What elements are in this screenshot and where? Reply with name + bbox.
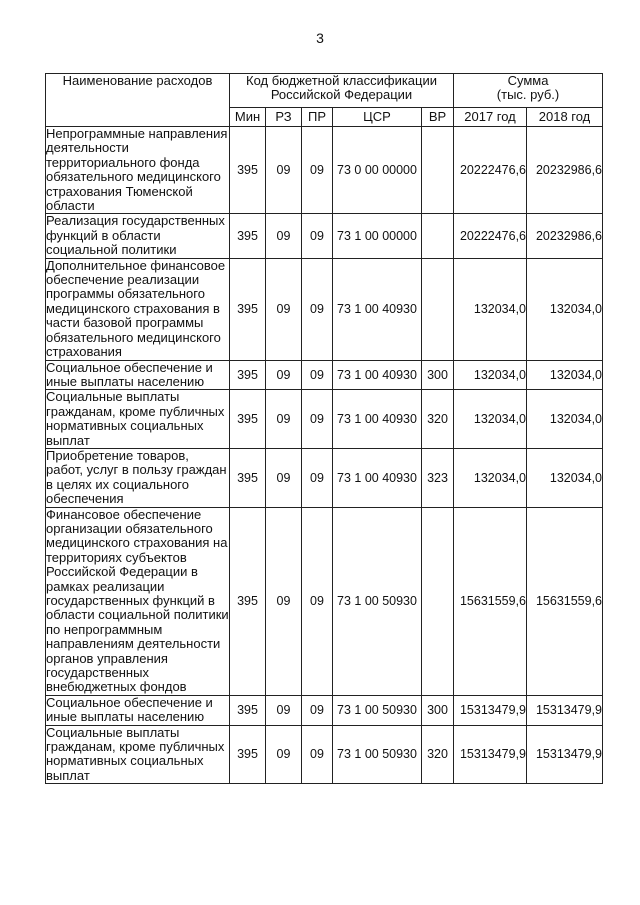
header-vr: ВР	[422, 108, 454, 127]
row-min: 395	[230, 214, 266, 258]
table-row	[46, 390, 603, 449]
header-2017: 2017 год	[454, 108, 527, 127]
row-rz: 09	[266, 695, 302, 725]
row-csr: 73 1 00 40930	[333, 258, 422, 360]
row-vr	[422, 214, 454, 258]
row-rz: 09	[266, 127, 302, 214]
header-row-group	[46, 74, 603, 108]
table-row	[46, 725, 603, 784]
row-name: Реализация государственных функций в области социальной политики	[46, 214, 230, 258]
row-csr: 73 1 00 40930	[333, 360, 422, 390]
table-row	[46, 695, 603, 725]
row-min: 395	[230, 258, 266, 360]
row-csr: 73 1 00 00000	[333, 214, 422, 258]
header-rz: РЗ	[266, 108, 302, 127]
row-min: 395	[230, 725, 266, 784]
row-sum-2017: 20222476,6	[454, 214, 527, 258]
page-number: 3	[316, 30, 324, 46]
row-vr: 300	[422, 360, 454, 390]
row-pr: 09	[302, 360, 333, 390]
row-vr: 320	[422, 725, 454, 784]
row-sum-2018: 15313479,9	[527, 695, 603, 725]
row-sum-2018: 132034,0	[527, 448, 603, 507]
row-sum-2017: 15631559,6	[454, 507, 527, 695]
row-vr: 300	[422, 695, 454, 725]
header-code-group: Код бюджетной классификации Российской Федерации	[230, 74, 454, 108]
header-min: Мин	[230, 108, 266, 127]
row-name: Непрограммные направления деятельности территориального фонда обязательного медицинского страхования Тюменской области	[46, 127, 230, 214]
row-sum-2017: 20222476,6	[454, 127, 527, 214]
row-sum-2018: 20232986,6	[527, 127, 603, 214]
header-sum-label: Сумма	[507, 73, 549, 88]
header-sum-group	[454, 74, 603, 108]
row-name: Приобретение товаров, работ, услуг в пользу граждан в целях их социального обеспечения	[46, 448, 230, 507]
row-vr	[422, 127, 454, 214]
row-csr: 73 1 00 40930	[333, 390, 422, 449]
row-rz: 09	[266, 360, 302, 390]
row-csr: 73 1 00 50930	[333, 507, 422, 695]
row-min: 395	[230, 390, 266, 449]
row-min: 395	[230, 695, 266, 725]
row-sum-2018: 15313479,9	[527, 725, 603, 784]
row-sum-2018: 132034,0	[527, 360, 603, 390]
table-row	[46, 448, 603, 507]
row-sum-2017: 15313479,9	[454, 725, 527, 784]
table-row	[46, 360, 603, 390]
row-pr: 09	[302, 448, 333, 507]
row-min: 395	[230, 360, 266, 390]
row-min: 395	[230, 448, 266, 507]
header-csr: ЦСР	[333, 108, 422, 127]
row-name: Социальные выплаты гражданам, кроме публичных нормативных социальных выплат	[46, 390, 230, 449]
row-rz: 09	[266, 448, 302, 507]
row-name: Дополнительное финансовое обеспечение реализации программы обязательного медицинского страхования в части базовой программы обязательного медицинского страхования	[46, 258, 230, 360]
row-name: Социальное обеспечение и иные выплаты населению	[46, 695, 230, 725]
row-rz: 09	[266, 507, 302, 695]
row-pr: 09	[302, 258, 333, 360]
header-sum-unit: (тыс. руб.)	[496, 87, 560, 102]
row-min: 395	[230, 127, 266, 214]
row-sum-2017: 132034,0	[454, 390, 527, 449]
header-name: Наименование расходов	[46, 74, 230, 127]
row-pr: 09	[302, 507, 333, 695]
row-rz: 09	[266, 258, 302, 360]
row-csr: 73 0 00 00000	[333, 127, 422, 214]
row-rz: 09	[266, 725, 302, 784]
row-pr: 09	[302, 695, 333, 725]
row-sum-2017: 132034,0	[454, 258, 527, 360]
row-vr	[422, 258, 454, 360]
row-name: Социальное обеспечение и иные выплаты населению	[46, 360, 230, 390]
row-vr	[422, 507, 454, 695]
budget-table	[45, 73, 603, 784]
row-sum-2018: 20232986,6	[527, 214, 603, 258]
row-sum-2018: 132034,0	[527, 258, 603, 360]
row-name: Социальные выплаты гражданам, кроме публичных нормативных социальных выплат	[46, 725, 230, 784]
row-csr: 73 1 00 50930	[333, 695, 422, 725]
row-min: 395	[230, 507, 266, 695]
row-rz: 09	[266, 390, 302, 449]
row-csr: 73 1 00 40930	[333, 448, 422, 507]
row-sum-2017: 132034,0	[454, 360, 527, 390]
row-sum-2017: 132034,0	[454, 448, 527, 507]
table-row	[46, 258, 603, 360]
row-name: Финансовое обеспечение организации обязательного медицинского страхования на территориях субъектов Российской Федерации в рамках реализации государственных функций в области социальной политики по непрограммным направлениям деятельности органов управления государственных внебюджетных фондов	[46, 506, 229, 695]
row-sum-2017: 15313479,9	[454, 695, 527, 725]
header-pr: ПР	[302, 108, 333, 127]
table-row	[46, 214, 603, 258]
row-sum-2018: 15631559,6	[527, 507, 603, 695]
row-rz: 09	[266, 214, 302, 258]
row-vr: 323	[422, 448, 454, 507]
row-pr: 09	[302, 725, 333, 784]
row-sum-2018: 132034,0	[527, 390, 603, 449]
table-row	[46, 507, 603, 695]
row-pr: 09	[302, 214, 333, 258]
row-csr: 73 1 00 50930	[333, 725, 422, 784]
row-vr: 320	[422, 390, 454, 449]
row-pr: 09	[302, 127, 333, 214]
table-row	[46, 127, 603, 214]
row-pr: 09	[302, 390, 333, 449]
header-2018: 2018 год	[527, 108, 603, 127]
